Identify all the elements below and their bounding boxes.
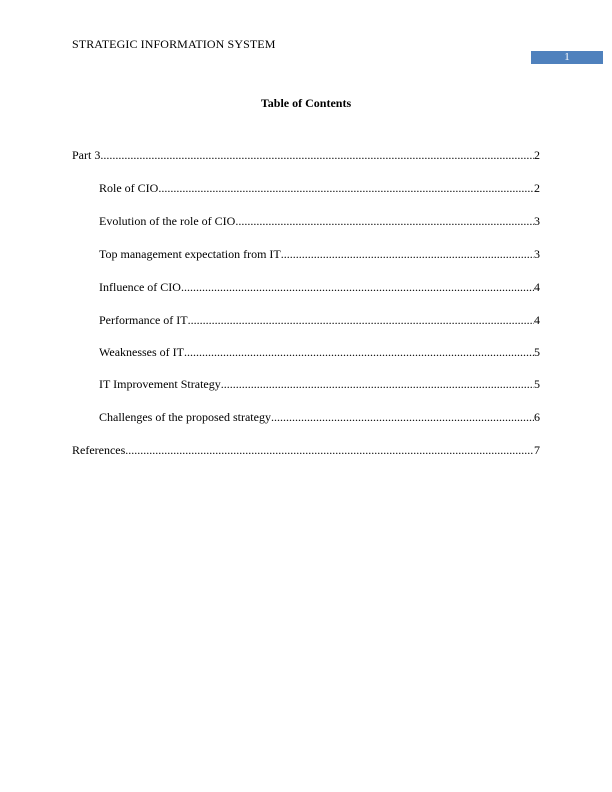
toc-leader-dots bbox=[221, 377, 534, 391]
toc-leader-dots bbox=[125, 443, 534, 457]
toc-entry-page: 5 bbox=[534, 345, 540, 359]
toc-heading: Table of Contents bbox=[260, 96, 352, 110]
toc-leader-dots bbox=[158, 181, 534, 195]
toc-leader-dots bbox=[184, 345, 534, 359]
toc-leader-dots bbox=[181, 280, 534, 294]
toc-entry-page: 2 bbox=[534, 181, 540, 195]
toc-entry-label: Top management expectation from IT bbox=[99, 247, 281, 261]
toc-entry-page: 4 bbox=[534, 280, 540, 294]
toc-leader-dots bbox=[100, 148, 534, 162]
toc-entry-influence-of-cio[interactable] bbox=[72, 280, 540, 294]
toc-entry-page: 5 bbox=[534, 377, 540, 391]
toc-entry-performance-of-it[interactable] bbox=[72, 313, 540, 327]
toc-entry-label: Challenges of the proposed strategy bbox=[99, 410, 271, 424]
toc-entry-it-improvement-strategy[interactable] bbox=[72, 377, 540, 391]
toc-leader-dots bbox=[188, 313, 534, 327]
toc-leader-dots bbox=[235, 214, 534, 228]
toc-entry-label: IT Improvement Strategy bbox=[99, 377, 221, 391]
toc-entry-challenges-of-strategy[interactable] bbox=[72, 410, 540, 424]
header-title: STRATEGIC INFORMATION SYSTEM bbox=[72, 37, 276, 51]
toc-entry-page: 4 bbox=[534, 313, 540, 327]
toc-entry-label: Role of CIO bbox=[99, 181, 159, 195]
toc-entry-label: Performance of IT bbox=[99, 313, 188, 327]
toc-entry-weaknesses-of-it[interactable] bbox=[72, 345, 540, 359]
toc-leader-dots bbox=[281, 247, 534, 261]
toc-entry-page: 3 bbox=[534, 247, 540, 261]
toc-entry-evolution-of-role[interactable] bbox=[72, 214, 540, 228]
toc-entry-label: References bbox=[72, 443, 126, 457]
toc-entry-label: Influence of CIO bbox=[99, 280, 181, 294]
toc-entry-label: Part 3 bbox=[72, 148, 101, 162]
toc-entry-top-management-expectation[interactable] bbox=[72, 247, 540, 261]
toc-entry-references[interactable] bbox=[72, 443, 540, 457]
toc-entry-label: Weaknesses of IT bbox=[99, 345, 185, 359]
toc-leader-dots bbox=[271, 410, 534, 424]
toc-entry-page: 3 bbox=[534, 214, 540, 228]
toc-entry-label: Evolution of the role of CIO bbox=[99, 214, 236, 228]
toc-entry-page: 6 bbox=[534, 410, 540, 424]
toc-entry-page: 2 bbox=[534, 148, 540, 162]
toc-entry-role-of-cio[interactable] bbox=[72, 181, 540, 195]
page-number-badge: 1 bbox=[531, 51, 603, 64]
toc-entry-part-3[interactable] bbox=[72, 148, 540, 162]
toc-entry-page: 7 bbox=[534, 443, 540, 457]
